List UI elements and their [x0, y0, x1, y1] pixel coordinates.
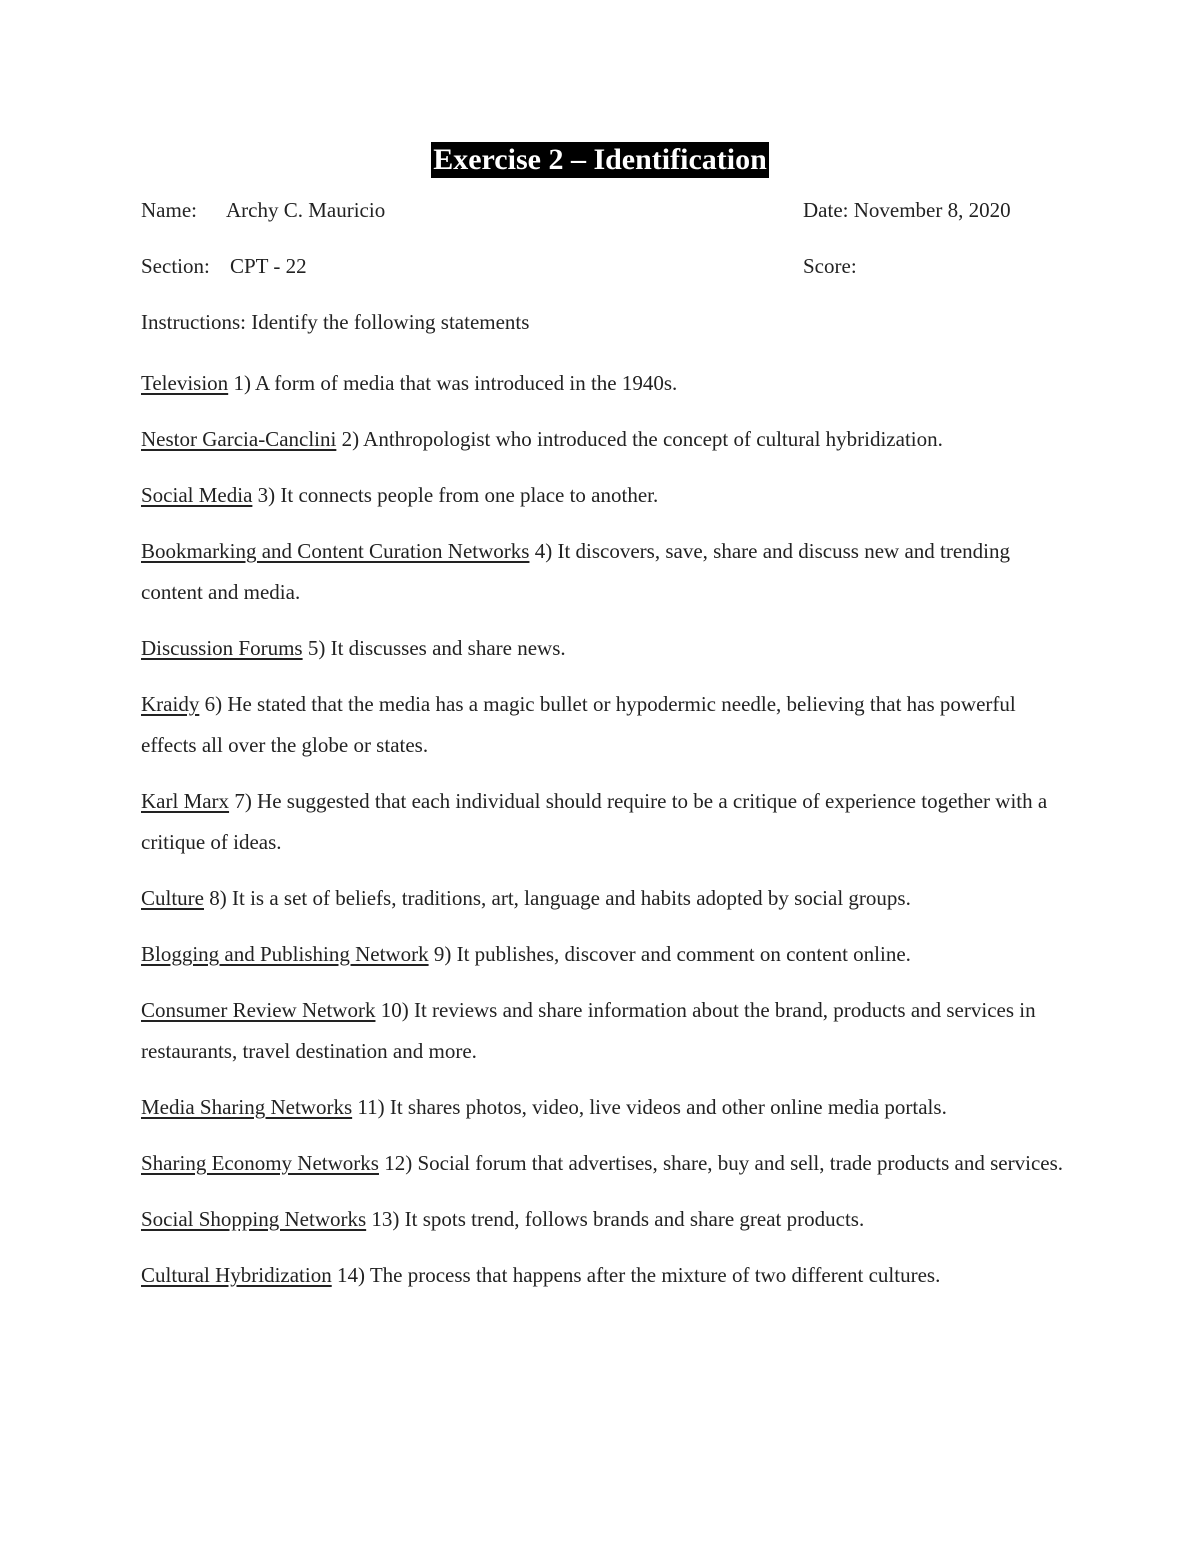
statement: 12) Social forum that advertises, share, buy and sell, trade products and services.	[384, 1151, 1064, 1175]
list-item	[141, 363, 1066, 404]
statement: 2) Anthropologist who introduced the concept of cultural hybridization.	[341, 427, 943, 451]
list-item	[141, 878, 1066, 919]
section-value: CPT - 22	[230, 254, 307, 278]
answer: Media Sharing Networks	[141, 1095, 353, 1119]
answer: Nestor Garcia-Canclini	[141, 427, 337, 451]
statement: 1) A form of media that was introduced in the 1940s.	[233, 371, 678, 395]
answer: Social Shopping Networks	[141, 1207, 367, 1231]
answer: Cultural Hybridization	[141, 1263, 332, 1287]
instructions: Instructions: Identify the following statements	[141, 310, 530, 334]
answer: Sharing Economy Networks	[141, 1151, 379, 1175]
statement: 5) It discusses and share news.	[307, 636, 566, 660]
answer: Blogging and Publishing Network	[141, 942, 429, 966]
list-item	[141, 1143, 1066, 1184]
answer: Bookmarking and Content Curation Networks	[141, 539, 530, 563]
statement: 11) It shares photos, video, live videos and other online media portals.	[357, 1095, 947, 1119]
list-item	[141, 990, 1066, 1072]
list-item	[141, 934, 1066, 975]
answer: Television	[141, 371, 229, 395]
name-label: Name:	[141, 198, 197, 222]
list-item	[141, 531, 1066, 613]
date-label: Date:	[803, 198, 849, 222]
statement: 9) It publishes, discover and comment on content online.	[433, 942, 911, 966]
list-item	[141, 684, 1066, 766]
statement: 14) The process that happens after the mixture of two different cultures.	[336, 1263, 941, 1287]
answer: Discussion Forums	[141, 636, 303, 660]
title-container	[0, 142, 1200, 178]
list-item	[141, 1199, 1066, 1240]
answer: Kraidy	[141, 692, 200, 716]
list-item	[141, 475, 1066, 516]
list-item	[141, 1087, 1066, 1128]
list-item	[141, 419, 1066, 460]
answer: Karl Marx	[141, 789, 230, 813]
statement: 10) It reviews and share information about the brand, products and services in restaurants, travel destination and more.	[141, 998, 1036, 1063]
list-item	[141, 781, 1066, 863]
list-item	[141, 1255, 1066, 1296]
statement: 3) It connects people from one place to another.	[257, 483, 659, 507]
score-label: Score:	[803, 254, 857, 278]
date-field	[803, 196, 1011, 224]
identification-list	[141, 363, 1066, 1311]
page-title: Exercise 2 – Identification	[433, 143, 767, 176]
statement: 6) He stated that the media has a magic bullet or hypodermic needle, believing that has powerful effects all over the globe or states.	[141, 692, 1016, 757]
statement: 13) It spots trend, follows brands and share great products.	[371, 1207, 865, 1231]
answer: Social Media	[141, 483, 253, 507]
answer: Consumer Review Network	[141, 998, 376, 1022]
name-value: Archy C. Mauricio	[226, 198, 386, 222]
statement: 7) He suggested that each individual should require to be a critique of experience together with a critique of ideas.	[141, 789, 1048, 854]
section-label: Section:	[141, 254, 210, 278]
date-value: November 8, 2020	[853, 198, 1011, 222]
statement: 8) It is a set of beliefs, traditions, art, language and habits adopted by social groups.	[209, 886, 911, 910]
statement: 4) It discovers, save, share and discuss new and trending content and media.	[141, 539, 1010, 604]
answer: Culture	[141, 886, 204, 910]
list-item	[141, 628, 1066, 669]
